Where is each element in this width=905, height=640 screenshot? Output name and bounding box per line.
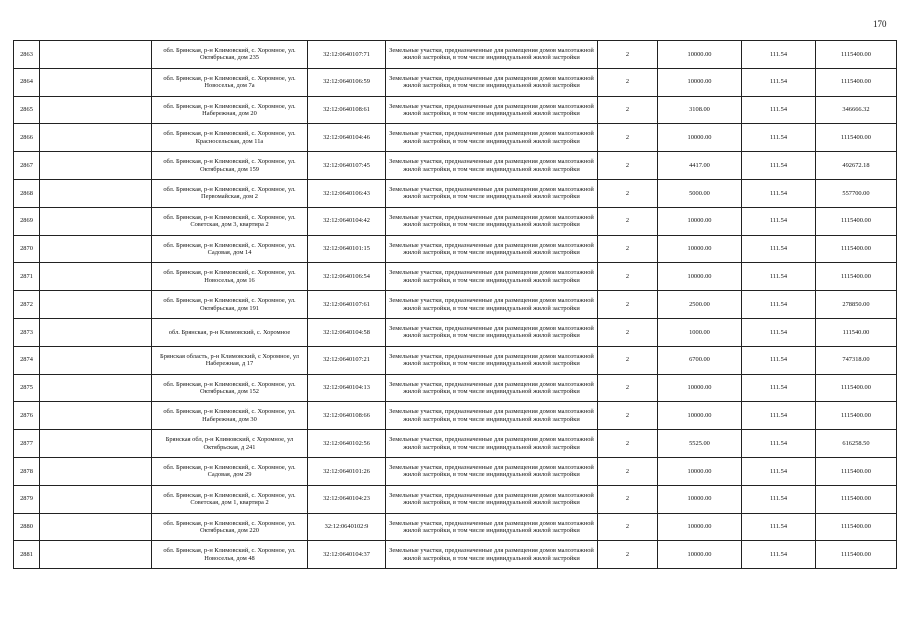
rate-cell: 111.54	[742, 346, 816, 374]
cadastral-value-cell: 1115400.00	[816, 124, 897, 152]
cadastral-value-cell: 1115400.00	[816, 374, 897, 402]
cadastral-value-cell: 1115400.00	[816, 485, 897, 513]
row-number-cell: 2868	[14, 179, 40, 207]
land-use-purpose-cell: Земельные участки, предназначенные для размещения домов малоэтажной жилой застройки, в том числе индивидуальной жилой застройки	[386, 179, 598, 207]
group-cell: 2	[598, 430, 658, 458]
address-cell: обл. Брянская, р-н Климовский, с. Хоромное, ул. Садовая, дом 14	[152, 235, 308, 263]
land-use-purpose-cell: Земельные участки, предназначенные для размещения домов малоэтажной жилой застройки, в том числе индивидуальной жилой застройки	[386, 374, 598, 402]
row-number-cell: 2881	[14, 541, 40, 569]
address-cell: обл. Брянская, р-н Климовский, с. Хоромное, ул. Новоселья, дом 16	[152, 263, 308, 291]
group-cell: 2	[598, 291, 658, 319]
table-row	[14, 318, 897, 346]
land-use-purpose-cell: Земельные участки, предназначенные для размещения домов малоэтажной жилой застройки, в том числе индивидуальной жилой застройки	[386, 457, 598, 485]
land-use-purpose-cell: Земельные участки, предназначенные для размещения домов малоэтажной жилой застройки, в том числе индивидуальной жилой застройки	[386, 513, 598, 541]
address-cell: обл. Брянская, р-н Климовский, с. Хоромное, ул. Первомайская, дом 2	[152, 179, 308, 207]
cadastral-value-cell: 492672.18	[816, 152, 897, 180]
table-row	[14, 235, 897, 263]
spacer-cell	[40, 402, 152, 430]
spacer-cell	[40, 68, 152, 96]
rate-cell: 111.54	[742, 291, 816, 319]
spacer-cell	[40, 346, 152, 374]
spacer-cell	[40, 41, 152, 69]
table-row	[14, 152, 897, 180]
address-cell: обл. Брянская, р-н Климовский, с. Хоромное, ул. Садовая, дом 29	[152, 457, 308, 485]
cadastral-number-cell: 32:12:0640107:71	[308, 41, 386, 69]
group-cell: 2	[598, 152, 658, 180]
table-row	[14, 346, 897, 374]
address-cell: обл. Брянская, р-н Климовский, с. Хоромное, ул. Советская, дом 1, квартира 2	[152, 485, 308, 513]
row-number-cell: 2879	[14, 485, 40, 513]
spacer-cell	[40, 179, 152, 207]
row-number-cell: 2866	[14, 124, 40, 152]
group-cell: 2	[598, 402, 658, 430]
row-number-cell: 2869	[14, 207, 40, 235]
area-cell: 10000.00	[658, 485, 742, 513]
row-number-cell: 2878	[14, 457, 40, 485]
table-row	[14, 207, 897, 235]
cadastral-number-cell: 32:12:0640104:42	[308, 207, 386, 235]
address-cell: обл. Брянская, р-н Климовский, с. Хоромное, ул. Советская, дом 3, квартира 2	[152, 207, 308, 235]
group-cell: 2	[598, 96, 658, 124]
address-cell: обл. Брянская, р-н Климовский, с. Хоромное, ул. Набережная, дом 30	[152, 402, 308, 430]
rate-cell: 111.54	[742, 235, 816, 263]
address-cell: обл. Брянская, р-н Климовский, с. Хоромное, ул. Новоселья, дом 7а	[152, 68, 308, 96]
group-cell: 2	[598, 207, 658, 235]
cadastral-value-cell: 1115400.00	[816, 263, 897, 291]
cadastral-value-cell: 1115400.00	[816, 541, 897, 569]
spacer-cell	[40, 318, 152, 346]
cadastral-value-cell: 1115400.00	[816, 235, 897, 263]
rate-cell: 111.54	[742, 457, 816, 485]
area-cell: 10000.00	[658, 402, 742, 430]
cadastral-number-cell: 32:12:0640108:61	[308, 96, 386, 124]
land-use-purpose-cell: Земельные участки, предназначенные для размещения домов малоэтажной жилой застройки, в том числе индивидуальной жилой застройки	[386, 430, 598, 458]
land-use-purpose-cell: Земельные участки, предназначенные для размещения домов малоэтажной жилой застройки, в том числе индивидуальной жилой застройки	[386, 291, 598, 319]
table-row	[14, 96, 897, 124]
row-number-cell: 2875	[14, 374, 40, 402]
cadastral-value-cell: 1115400.00	[816, 513, 897, 541]
row-number-cell: 2876	[14, 402, 40, 430]
rate-cell: 111.54	[742, 485, 816, 513]
table-row	[14, 513, 897, 541]
page-number: 170	[873, 19, 887, 29]
rate-cell: 111.54	[742, 374, 816, 402]
cadastral-number-cell: 32:12:0640106:59	[308, 68, 386, 96]
spacer-cell	[40, 485, 152, 513]
spacer-cell	[40, 541, 152, 569]
spacer-cell	[40, 513, 152, 541]
group-cell: 2	[598, 41, 658, 69]
area-cell: 3108.00	[658, 96, 742, 124]
area-cell: 10000.00	[658, 263, 742, 291]
rate-cell: 111.54	[742, 207, 816, 235]
cadastral-number-cell: 32:12:0640107:45	[308, 152, 386, 180]
area-cell: 5525.00	[658, 430, 742, 458]
area-cell: 10000.00	[658, 68, 742, 96]
rate-cell: 111.54	[742, 402, 816, 430]
address-cell: обл. Брянская, р-н Климовский, с. Хоромное, ул. Октябрьская, дом 220	[152, 513, 308, 541]
area-cell: 5000.00	[658, 179, 742, 207]
spacer-cell	[40, 96, 152, 124]
group-cell: 2	[598, 457, 658, 485]
address-cell: обл. Брянская, р-н Климовский, с. Хоромное, ул. Красносельская, дом 11а	[152, 124, 308, 152]
land-use-purpose-cell: Земельные участки, предназначенные для размещения домов малоэтажной жилой застройки, в том числе индивидуальной жилой застройки	[386, 318, 598, 346]
address-cell: обл. Брянская, р-н Климовский, с. Хоромное, ул. Октябрьская, дом 152	[152, 374, 308, 402]
cadastral-number-cell: 32:12:0640104:58	[308, 318, 386, 346]
rate-cell: 111.54	[742, 96, 816, 124]
row-number-cell: 2863	[14, 41, 40, 69]
table-row	[14, 291, 897, 319]
table-row	[14, 263, 897, 291]
spacer-cell	[40, 152, 152, 180]
cadastral-number-cell: 32:12:0640104:46	[308, 124, 386, 152]
cadastral-number-cell: 32:12:0640102:56	[308, 430, 386, 458]
address-cell: обл. Брянская, р-н Климовский, с. Хоромное	[152, 318, 308, 346]
table-row	[14, 124, 897, 152]
cadastral-number-cell: 32:12:0640102:9	[308, 513, 386, 541]
cadastral-value-cell: 1115400.00	[816, 68, 897, 96]
group-cell: 2	[598, 235, 658, 263]
row-number-cell: 2870	[14, 235, 40, 263]
table-row	[14, 374, 897, 402]
land-use-purpose-cell: Земельные участки, предназначенные для размещения домов малоэтажной жилой застройки, в том числе индивидуальной жилой застройки	[386, 485, 598, 513]
land-use-purpose-cell: Земельные участки, предназначенные для размещения домов малоэтажной жилой застройки, в том числе индивидуальной жилой застройки	[386, 68, 598, 96]
area-cell: 10000.00	[658, 457, 742, 485]
rate-cell: 111.54	[742, 68, 816, 96]
table-row	[14, 485, 897, 513]
cadastral-value-table	[13, 40, 897, 569]
cadastral-number-cell: 32:12:0640106:54	[308, 263, 386, 291]
row-number-cell: 2865	[14, 96, 40, 124]
cadastral-number-cell: 32:12:0640106:43	[308, 179, 386, 207]
group-cell: 2	[598, 541, 658, 569]
land-use-purpose-cell: Земельные участки, предназначенные для размещения домов малоэтажной жилой застройки, в том числе индивидуальной жилой застройки	[386, 152, 598, 180]
land-use-purpose-cell: Земельные участки, предназначенные для размещения домов малоэтажной жилой застройки, в том числе индивидуальной жилой застройки	[386, 263, 598, 291]
row-number-cell: 2867	[14, 152, 40, 180]
rate-cell: 111.54	[742, 513, 816, 541]
address-cell: обл. Брянская, р-н Климовский, с. Хоромное, ул. Новоселья, дом 48	[152, 541, 308, 569]
table-body	[14, 41, 897, 569]
cadastral-value-cell: 278850.00	[816, 291, 897, 319]
group-cell: 2	[598, 485, 658, 513]
cadastral-number-cell: 32:12:0640104:37	[308, 541, 386, 569]
row-number-cell: 2872	[14, 291, 40, 319]
rate-cell: 111.54	[742, 41, 816, 69]
cadastral-number-cell: 32:12:0640104:23	[308, 485, 386, 513]
cadastral-number-cell: 32:12:0640101:26	[308, 457, 386, 485]
rate-cell: 111.54	[742, 318, 816, 346]
address-cell: обл. Брянская, р-н Климовский, с. Хоромное, ул. Набережная, дом 20	[152, 96, 308, 124]
cadastral-number-cell: 32:12:0640101:15	[308, 235, 386, 263]
group-cell: 2	[598, 179, 658, 207]
area-cell: 10000.00	[658, 541, 742, 569]
area-cell: 10000.00	[658, 124, 742, 152]
row-number-cell: 2874	[14, 346, 40, 374]
area-cell: 10000.00	[658, 207, 742, 235]
row-number-cell: 2873	[14, 318, 40, 346]
table-row	[14, 402, 897, 430]
table-row	[14, 41, 897, 69]
table-row	[14, 430, 897, 458]
address-cell: обл. Брянская, р-н Климовский, с. Хоромное, ул. Октябрьская, дом 235	[152, 41, 308, 69]
land-use-purpose-cell: Земельные участки, предназначенные для размещения домов малоэтажной жилой застройки, в том числе индивидуальной жилой застройки	[386, 96, 598, 124]
cadastral-value-cell: 1115400.00	[816, 41, 897, 69]
area-cell: 10000.00	[658, 374, 742, 402]
rate-cell: 111.54	[742, 541, 816, 569]
spacer-cell	[40, 235, 152, 263]
cadastral-number-cell: 32:12:0640104:13	[308, 374, 386, 402]
cadastral-value-cell: 1115400.00	[816, 207, 897, 235]
cadastral-number-cell: 32:12:0640107:61	[308, 291, 386, 319]
area-cell: 4417.00	[658, 152, 742, 180]
area-cell: 10000.00	[658, 41, 742, 69]
cadastral-value-cell: 1115400.00	[816, 457, 897, 485]
land-use-purpose-cell: Земельные участки, предназначенные для размещения домов малоэтажной жилой застройки, в том числе индивидуальной жилой застройки	[386, 41, 598, 69]
land-use-purpose-cell: Земельные участки, предназначенные для размещения домов малоэтажной жилой застройки, в том числе индивидуальной жилой застройки	[386, 124, 598, 152]
spacer-cell	[40, 207, 152, 235]
table-row	[14, 179, 897, 207]
area-cell: 10000.00	[658, 513, 742, 541]
spacer-cell	[40, 291, 152, 319]
address-cell: Брянская область, р-н Климовский, с Хоромное, ул Набережная, д 17	[152, 346, 308, 374]
address-cell: Брянская обл, р-н Климовский, с Хоромное, ул Октябрьская, д 241	[152, 430, 308, 458]
spacer-cell	[40, 263, 152, 291]
area-cell: 2500.00	[658, 291, 742, 319]
cadastral-value-cell: 747318.00	[816, 346, 897, 374]
cadastral-value-cell: 616258.50	[816, 430, 897, 458]
cadastral-number-cell: 32:12:0640107:21	[308, 346, 386, 374]
group-cell: 2	[598, 374, 658, 402]
rate-cell: 111.54	[742, 124, 816, 152]
group-cell: 2	[598, 513, 658, 541]
area-cell: 6700.00	[658, 346, 742, 374]
cadastral-value-cell: 557700.00	[816, 179, 897, 207]
row-number-cell: 2871	[14, 263, 40, 291]
land-use-purpose-cell: Земельные участки, предназначенные для размещения домов малоэтажной жилой застройки, в том числе индивидуальной жилой застройки	[386, 207, 598, 235]
land-use-purpose-cell: Земельные участки, предназначенные для размещения домов малоэтажной жилой застройки, в том числе индивидуальной жилой застройки	[386, 346, 598, 374]
rate-cell: 111.54	[742, 179, 816, 207]
address-cell: обл. Брянская, р-н Климовский, с. Хоромное, ул. Октябрьская, дом 159	[152, 152, 308, 180]
area-cell: 10000.00	[658, 235, 742, 263]
group-cell: 2	[598, 318, 658, 346]
spacer-cell	[40, 374, 152, 402]
group-cell: 2	[598, 124, 658, 152]
table-row	[14, 541, 897, 569]
address-cell: обл. Брянская, р-н Климовский, с. Хоромное, ул. Октябрьская, дом 191	[152, 291, 308, 319]
group-cell: 2	[598, 68, 658, 96]
land-use-purpose-cell: Земельные участки, предназначенные для размещения домов малоэтажной жилой застройки, в том числе индивидуальной жилой застройки	[386, 402, 598, 430]
table-row	[14, 68, 897, 96]
area-cell: 1000.00	[658, 318, 742, 346]
spacer-cell	[40, 124, 152, 152]
land-use-purpose-cell: Земельные участки, предназначенные для размещения домов малоэтажной жилой застройки, в том числе индивидуальной жилой застройки	[386, 235, 598, 263]
cadastral-value-cell: 111540.00	[816, 318, 897, 346]
table-row	[14, 457, 897, 485]
spacer-cell	[40, 430, 152, 458]
cadastral-number-cell: 32:12:0640108:66	[308, 402, 386, 430]
rate-cell: 111.54	[742, 430, 816, 458]
group-cell: 2	[598, 346, 658, 374]
cadastral-value-cell: 346666.32	[816, 96, 897, 124]
row-number-cell: 2880	[14, 513, 40, 541]
cadastral-value-cell: 1115400.00	[816, 402, 897, 430]
spacer-cell	[40, 457, 152, 485]
rate-cell: 111.54	[742, 152, 816, 180]
group-cell: 2	[598, 263, 658, 291]
row-number-cell: 2877	[14, 430, 40, 458]
land-use-purpose-cell: Земельные участки, предназначенные для размещения домов малоэтажной жилой застройки, в том числе индивидуальной жилой застройки	[386, 541, 598, 569]
row-number-cell: 2864	[14, 68, 40, 96]
rate-cell: 111.54	[742, 263, 816, 291]
